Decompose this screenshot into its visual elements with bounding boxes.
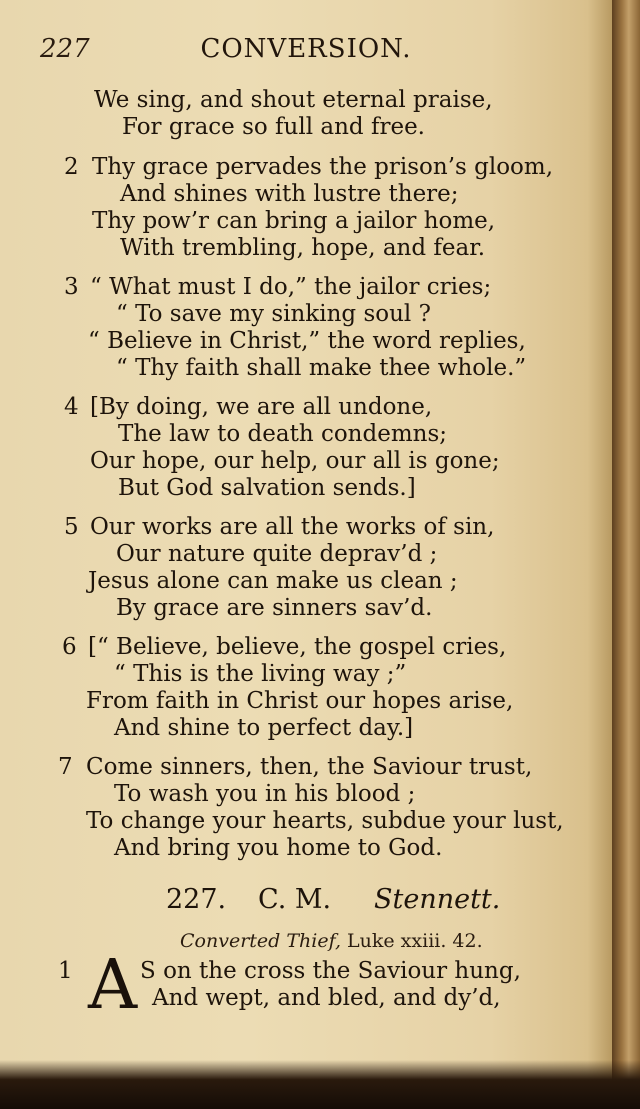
page-number: 227 [40,34,90,64]
verse-line: But God salvation sends.] [118,475,416,501]
stanza-number: 2 [64,154,79,180]
stanza-number: 3 [64,274,79,300]
verse-line: Our hope, our help, our all is gone; [90,448,500,474]
verse-line: Jesus alone can make us clean ; [88,568,458,594]
hymn-heading [0,884,612,920]
verse-line: And shines with lustre there; [120,181,459,207]
page-header [0,28,612,68]
verse-line: [“ Believe, believe, the gospel cries, [88,634,507,660]
hymn-subtitle-title: Converted Thief, [180,930,341,952]
page-edge [612,0,640,1082]
hymn-author: Stennett. [374,884,501,915]
verse-line: From faith in Christ our hopes arise, [86,688,514,714]
stanza-number: 1 [58,958,73,984]
verse-line: We sing, and shout eternal praise, [94,87,493,113]
verse-line: Our nature quite deprav’d ; [116,541,438,567]
drop-cap: A [88,946,138,1025]
verse-line: “ Thy faith shall make thee whole.” [116,355,527,381]
verse-line: The law to death condemns; [118,421,448,447]
verse-line: Thy grace pervades the prison’s gloom, [92,154,554,180]
verse-line: With trembling, hope, and fear. [120,235,486,261]
verse-line: To change your hearts, subdue your lust, [86,808,564,834]
verse-line: “ Believe in Christ,” the word replies, [88,328,526,354]
stanza-number: 5 [64,514,79,540]
verse-line: “ What must I do,” the jailor cries; [90,274,492,300]
hymn-meter: C. M. [258,884,332,915]
verse-line: And bring you home to God. [114,835,443,861]
verse-line: For grace so full and free. [122,114,425,140]
verse-line: Thy pow’r can bring a jailor home, [92,208,496,234]
stanza-number: 4 [64,394,79,420]
hymn-subtitle-reference: Luke xxiii. 42. [347,930,483,952]
running-head: CONVERSION. [200,34,412,64]
verse-line: “ This is the living way ;” [114,661,407,687]
verse-line: And wept, and bled, and dy’d, [152,985,501,1011]
hymn-subtitle [180,930,483,952]
stanza-number: 6 [62,634,77,660]
verse-line: By grace are sinners sav’d. [116,595,433,621]
verse-line: To wash you in his blood ; [114,781,416,807]
stanza-number: 7 [58,754,73,780]
verse-line: Come sinners, then, the Saviour trust, [86,754,533,780]
hymn-number: 227. [166,884,227,915]
verse-line: Our works are all the works of sin, [90,514,495,540]
verse-line: And shine to perfect day.] [114,715,414,741]
bottom-shadow [0,1060,640,1109]
verse-line: S on the cross the Saviour hung, [140,958,521,984]
verse-line: “ To save my sinking soul ? [116,301,431,327]
verse-line: [By doing, we are all undone, [90,394,433,420]
